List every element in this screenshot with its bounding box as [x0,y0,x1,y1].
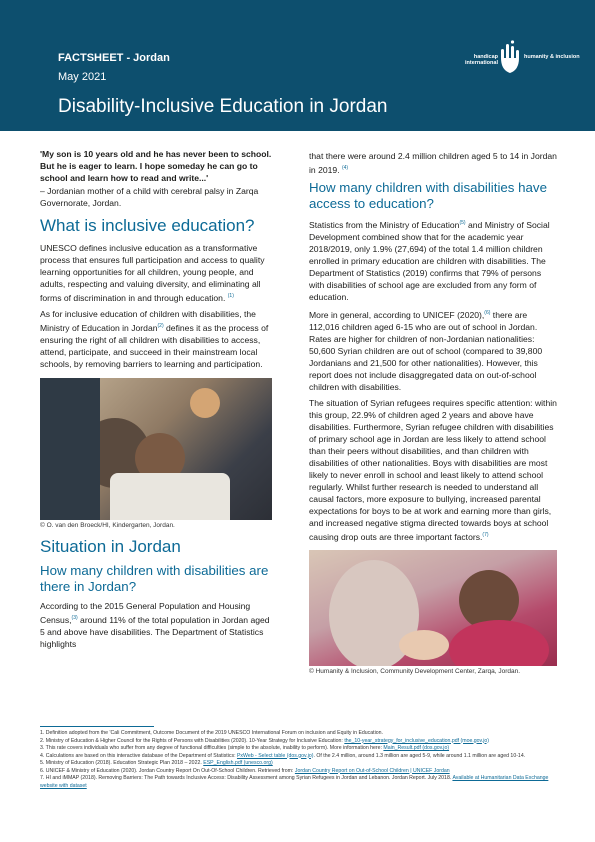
paragraph-unesco: UNESCO defines inclusive education as a transformative process that ensures full participation and access to quality learning opportunities for all children, young people, and adults, respecting and valuing diversity, and eliminating all forms of discrimination in and through education. $^{(1)}$ [40,243,265,303]
footnote-6-link[interactable]: Jordan Country Report on Out-of-School Children | UNICEF Jordan [294,767,450,774]
footnote-3: 3. This rate covers individuals who suffer from any degree of functional difficulties (simple to the absolute, inability to perform). More information here: Main_Result.pdf (dos.gov.jo) [40,745,450,751]
paragraph-census: According to the 2015 General Population and Housing Census,$^{(3)}$ around 11% of the total population in Jordan aged 5 and above have disabilities. The Department of Statistics highlights [40,600,270,649]
heading-situation: Situation in Jordan [40,536,181,556]
heading-inclusive-education: What is inclusive education? [40,216,255,235]
right-column [309,150,557,682]
testimonial-quote: 'My son is 10 years old and he has never been to school. But he is eager to learn. I hope someday he can go to school and learn how to read and write...' [40,149,272,183]
footnote-ref-4[interactable]: (4) [341,165,349,171]
photo-caption-left: © O. van den Broeck/HI, Kindergarten, Jordan. [40,521,175,529]
footnotes [40,730,555,790]
footnote-5-link[interactable]: ESP_English.pdf (unesco.org) [203,760,273,766]
paragraph-unicef: More in general, according to UNICEF (2020),$^{(6)}$ there are 112,016 children aged 6-15 who are out of school in Jordan. Rates are higher for children of non-Jordanian nationalities: 50,600 Syrian children are out of school (compared to 39,800 Jordanians and 21,500 for other nationalities). However, this report does not include disaggregated data on out-of-school children with disabilities. [309,309,543,392]
footnote-5: 5. Ministry of Education (2018). Education Strategic Plan 2018 – 2022. ESP_English.pdf (unesco.org) [40,760,273,766]
footnote-7-link[interactable]: Available at Humanitarian Data Exchange website with dataset [40,775,549,789]
logo-text-right: humanity & inclusion [524,54,580,60]
footnote-3-link[interactable]: Main_Result.pdf (dos.gov.jo) [383,745,450,751]
heading-how-many-children: How many children with disabilities are there in Jordan? [40,562,269,594]
heading-access-to-education: How many children with disabilities have access to education? [309,179,547,211]
footnote-4: 4. Calculations are based on this interactive database of the Department of Statistics: PxWeb - Select table (dos.gov.jo). Of the 2.4 million, around 1.3 million are aged 5-9, while around 1.1 million are aged 10-14. [40,752,526,759]
footnote-ref-6[interactable]: (6) [484,309,491,316]
footnote-1: 1. Definition adopted from the 'Cali Commitment, Outcome Document of the 2019 UNESCO International Forum on inclusion and Equity in Education. [40,730,383,736]
left-column [40,148,272,654]
publication-date: May 2021 [58,71,107,83]
footnote-2-link[interactable]: the_10-year_strategy_for_inclusive_education.pdf (moe.gov.jo) [344,737,489,744]
paragraph-syrian-refugees: The situation of Syrian refugees requires specific attention: within this group, 22.9% of children aged 2 years and above have disabilities. Furthermore, Syrian refugee children with disabilities of primary school age in Jordan are less likely to attend school than their peers without disabilities, and than children with disabilities of other nationalities. Boys with disabilities are most likely to never enroll in school and least likely to attend school regularly. Whilst further research is needed to understand all causal factors, more exposure to bullying, increased parental expectations for boys to be at work and earning more than girls, and increased negative stigma directed towards boys at school causing drop outs are three important factors.$^{(7)}$ [309,397,557,542]
footnote-ref-3[interactable]: (3) [71,614,78,621]
logo-text-left: handicap international [464,54,498,66]
footnote-ref-7[interactable]: (7) [482,531,489,538]
community-center-photo [309,550,557,666]
paragraph-continued: that there were around 2.4 million children aged 5 to 14 in Jordan in 2019. $^{(4)}$ [309,151,557,175]
photo-caption-right: © Humanity & Inclusion, Community Development Center, Zarqa, Jordan. [309,668,521,676]
footnote-7: 7. HI and iMMAP (2018). Removing Barriers: The Path towards Inclusive Access: Disability Assessment among Syrian Refugees in Jordan and Lebanon. Jordan Report. July 2018. Available at Humanitarian Data Exchange website with dataset [40,775,549,789]
footnote-4-link[interactable]: PxWeb - Select table (dos.gov.jo) [236,752,314,759]
footnote-divider [40,726,154,727]
footnote-6: 6. UNICEF & Ministry of Education (2020). Jordan Country Report On Out-Of-School Children. Retrieved from: Jordan Country Report on Out-of-School Children | UNICEF Jordan [40,767,450,774]
page-title: Disability-Inclusive Education in Jordan [58,96,388,117]
hand-logo-icon [498,40,522,76]
footnote-ref-2[interactable]: (2) [157,322,164,329]
footnote-ref-5[interactable]: (5) [459,219,466,226]
quote-source: – Jordanian mother of a child with cerebral palsy in Zarqa Governorate, Jordan. [40,186,259,208]
header-banner [0,0,595,131]
hi-logo [452,40,580,80]
kindergarten-photo [40,378,272,520]
paragraph-statistics: Statistics from the Ministry of Education$^{(5)}$ and Ministry of Social Development combined show that for the academic year 2018/2019, only 1.9% (27,694) of the total 1.4 million children enrolled in primary education are children with disabilities. The Department of Statistics (2019) confirms that 79% of persons with disabilities of school age are excluded from any form of education. [309,219,550,302]
factsheet-label: FACTSHEET - Jordan [58,52,170,64]
paragraph-ministry: As for inclusive education of children with disabilities, the Ministry of Education in Jordan$^{(2)}$ defines it as the process of ensuring the right of all children with disabilities to access, attend, participate, and succeed in their mainstream local schools, by removing barriers to learning and participation. [40,308,269,369]
footnote-ref-1[interactable]: (1) [227,293,234,299]
footnote-2: 2. Ministry of Education & Higher Council for the Rights of Persons with Disabilities (2020). 10-Year Strategy for Inclusive Education: the_10-year_strategy_for_inclusive_education.pdf (moe.gov.jo) [40,737,489,744]
